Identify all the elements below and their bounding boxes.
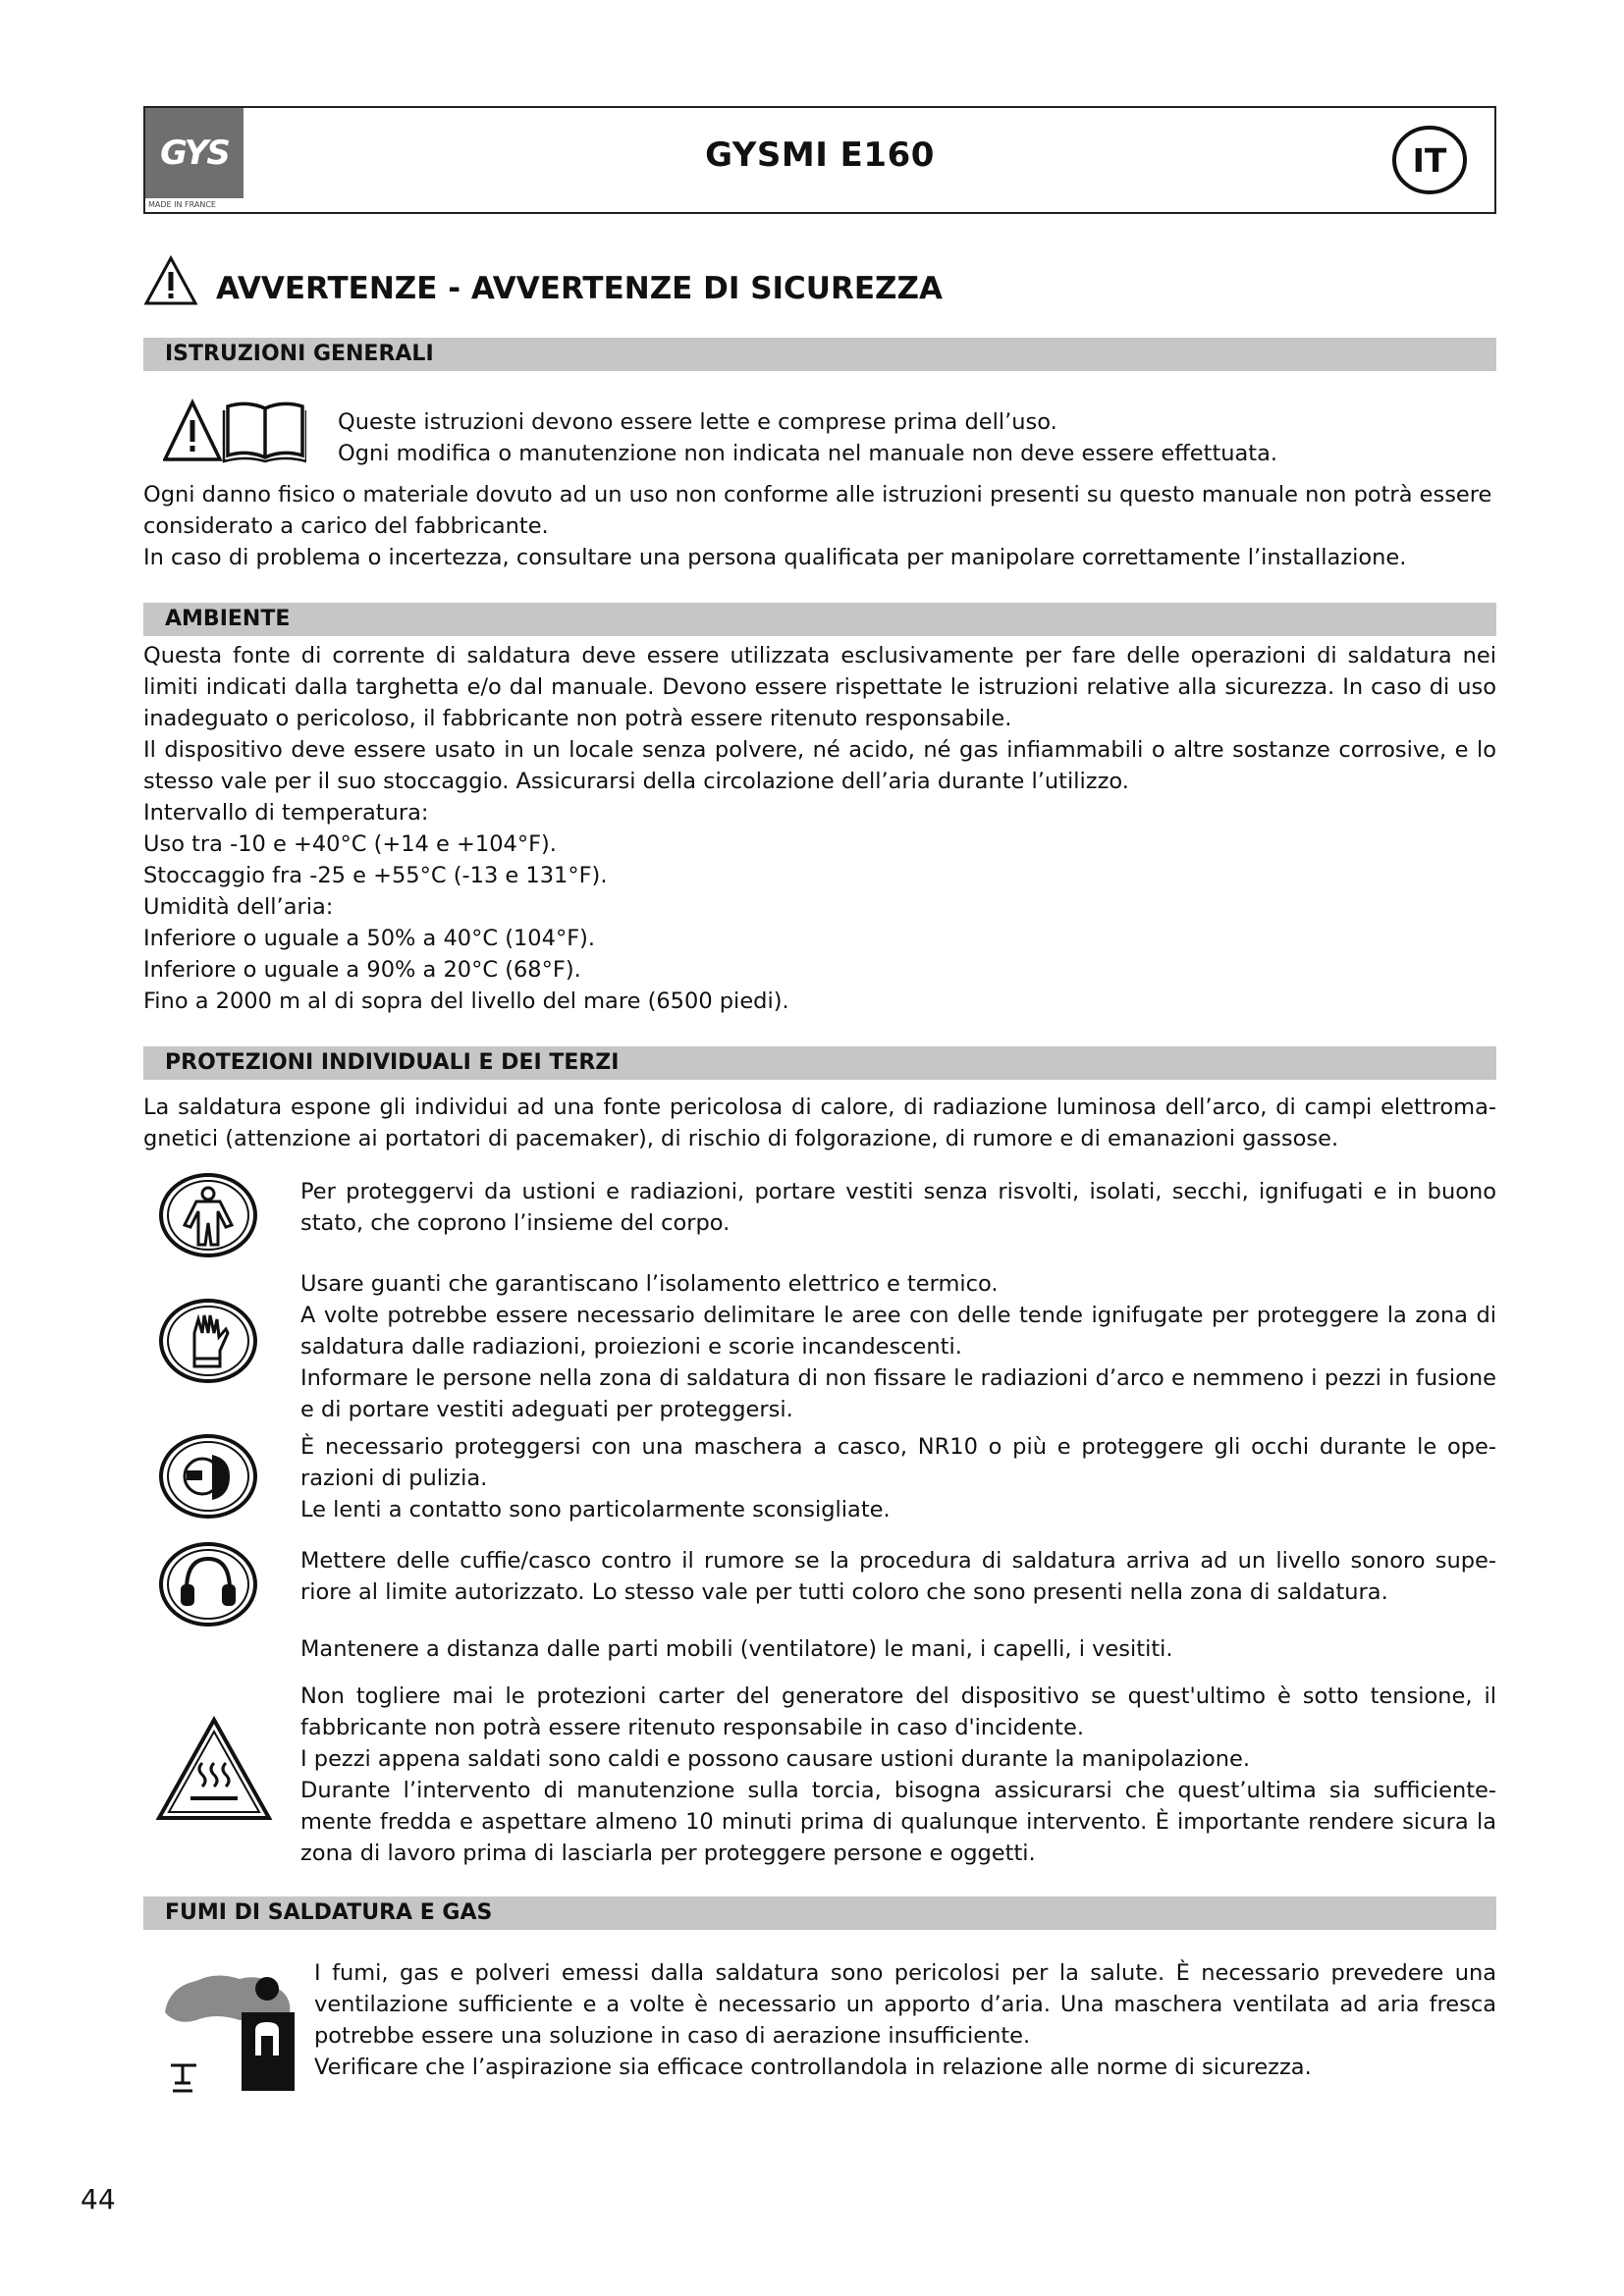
fumes-text: [314, 1957, 1496, 2083]
language-badge: [1390, 124, 1469, 196]
main-title: AVVERTENZE - AVVERTENZE DI SICUREZZA: [216, 271, 943, 306]
welding-fumes-icon: [157, 1961, 304, 2099]
protection-hot-line-2: I pezzi appena saldati sono caldi e possono causare ustioni durante la manipolazione.: [300, 1746, 1250, 1772]
protection-mask-text: [300, 1431, 1496, 1525]
section-protection-header: [143, 1046, 1496, 1080]
fumes-paragraph-1: I fumi, gas e polveri emessi dalla saldatura sono pericolosi per la salute. È necessario prevedere una ventilazione sufficiente e a volte è necessario un apporto d’aria. Una maschera ventilata ad aria fresca potrebbe essere una soluzione in caso di aerazione insufficiente.: [314, 1960, 1496, 2049]
section-protection-title: PROTEZIONI INDIVIDUALI E DEI TERZI: [165, 1050, 620, 1075]
product-title: GYSMI E160: [705, 135, 935, 175]
general-paragraphs: [143, 479, 1496, 573]
welding-mask-icon: [157, 1433, 259, 1520]
section-general-title: ISTRUZIONI GENERALI: [165, 342, 434, 366]
protective-clothing-icon: [157, 1172, 259, 1258]
section-general-header: [143, 338, 1496, 371]
general-icon-line-2: Ogni modifica o manutenzione non indicata nel manuale non deve essere effettuata.: [338, 441, 1278, 466]
language-code: IT: [1412, 141, 1447, 180]
protection-hot-line-3: Durante l’intervento di manutenzione sulla torcia, bisogna assicurarsi che quest’ultima sia sufficiente-mente fredda e aspettare almeno 10 minuti prima di qualunque intervento. È importante rendere sicura la zona di lavoro prima di lasciarla per proteggere persone e oggetti.: [300, 1778, 1496, 1866]
general-paragraph-1: Ogni danno fisico o materiale dovuto ad un uso non conforme alle istruzioni presenti su questo manuale non potrà essere considerato a carico del fabbricante.: [143, 482, 1492, 539]
protection-intro: La saldatura espone gli individui ad una fonte pericolosa di calore, di radiazione luminosa dell’arco, di campi elettroma-gnetici (attenzione ai portatori di pacemaker), di rischio di folgorazione, di rumore e di emanazioni gassose.: [143, 1095, 1496, 1151]
environment-line-altitude: Fino a 2000 m al di sopra del livello del mare (6500 piedi).: [143, 988, 789, 1014]
environment-paragraph-1: Questa fonte di corrente di saldatura deve essere utilizzata esclusivamente per fare delle operazioni di saldatura nei limiti indicati dalla targhetta e/o dal manuale. Devono essere rispettate le istruzioni relative alla sicurezza. In caso di uso inadeguato o pericoloso, il fabbricante non potrà essere ritenuto responsabile.: [143, 643, 1496, 731]
environment-paragraph-2: Il dispositivo deve essere usato in un locale senza polvere, né acido, né gas infiammabili o altre sostanze corrosive, e lo stesso vale per il suo stoccaggio. Assicurarsi della circolazione dell’aria durante l’utilizzo.: [143, 737, 1496, 794]
environment-line-humidity-50: Inferiore o uguale a 50% a 40°C (104°F).: [143, 926, 596, 951]
protection-moving-parts-text: Mantenere a distanza dalle parti mobili (ventilatore) le mani, i capelli, i vesititi.: [300, 1636, 1173, 1662]
hot-surface-warning-icon: [155, 1716, 273, 1824]
protection-gloves-text: [300, 1268, 1496, 1425]
protective-gloves-icon: [157, 1298, 259, 1384]
protection-mask-line-2: Le lenti a contatto sono particolarmente sconsigliate.: [300, 1497, 891, 1522]
environment-paragraphs: [143, 640, 1496, 1017]
logo-subtext: MADE IN FRANCE: [145, 198, 244, 212]
protection-clothing-text: Per proteggervi da ustioni e radiazioni, portare vestiti senza risvolti, isolati, secchi, ignifugati e in buono stato, che coprono l’insieme del corpo.: [300, 1179, 1496, 1236]
logo-text: GYS: [160, 133, 229, 173]
environment-line-use: Uso tra -10 e +40°C (+14 e +104°F).: [143, 831, 557, 857]
environment-line-humidity: Umidità dell’aria:: [143, 894, 334, 920]
fumes-paragraph-2: Verificare che l’aspirazione sia efficace controllandola in relazione alle norme di sicurezza.: [314, 2055, 1312, 2080]
section-fumes-header: [143, 1896, 1496, 1930]
protection-gloves-line-1: Usare guanti che garantiscano l’isolamento elettrico e termico.: [300, 1271, 999, 1297]
warning-read-manual-icon: [163, 399, 306, 463]
environment-line-storage: Stoccaggio fra -25 e +55°C (-13 e 131°F).: [143, 863, 608, 888]
warning-icon: [143, 255, 198, 306]
protection-gloves-line-3: Informare le persone nella zona di saldatura di non fissare le radiazioni d’arco e nemmeno i pezzi in fusione e di portare vestiti adeguati per proteggersi.: [300, 1365, 1496, 1422]
general-icon-line-1: Queste istruzioni devono essere lette e comprese prima dell’uso.: [338, 409, 1057, 435]
section-environment-title: AMBIENTE: [165, 607, 291, 631]
general-paragraph-2: In caso di problema o incertezza, consultare una persona qualificata per manipolare correttamente l’installazione.: [143, 545, 1407, 570]
environment-line-temperature: Intervallo di temperatura:: [143, 800, 429, 826]
protection-gloves-line-2: A volte potrebbe essere necessario delimitare le aree con delle tende ignifugate per proteggere la zona di saldatura dalle radiazioni, proiezioni e scorie incandescenti.: [300, 1303, 1496, 1360]
section-fumes-title: FUMI DI SALDATURA E GAS: [165, 1900, 493, 1925]
general-icon-text: [338, 406, 1496, 469]
protection-mask-line-1: È necessario proteggersi con una maschera a casco, NR10 o più e proteggere gli occhi durante le ope-razioni di pulizia.: [300, 1434, 1496, 1491]
protection-hot-text: [300, 1681, 1496, 1869]
page-header: [143, 106, 1496, 214]
ear-protection-icon: [157, 1541, 259, 1628]
page-number: 44: [81, 2183, 116, 2216]
protection-ear-text: Mettere delle cuffie/casco contro il rumore se la procedura di saldatura arriva ad un livello sonoro supe-riore al limite autorizzato. Lo stesso vale per tutti coloro che sono presenti nella zona di saldatura.: [300, 1548, 1496, 1605]
section-environment-header: [143, 603, 1496, 636]
protection-hot-line-1: Non togliere mai le protezioni carter del generatore del dispositivo se quest'ultimo è sotto tensione, il fabbricante non potrà essere ritenuto responsabile in caso d'incidente.: [300, 1683, 1496, 1740]
environment-line-humidity-90: Inferiore o uguale a 90% a 20°C (68°F).: [143, 957, 581, 983]
